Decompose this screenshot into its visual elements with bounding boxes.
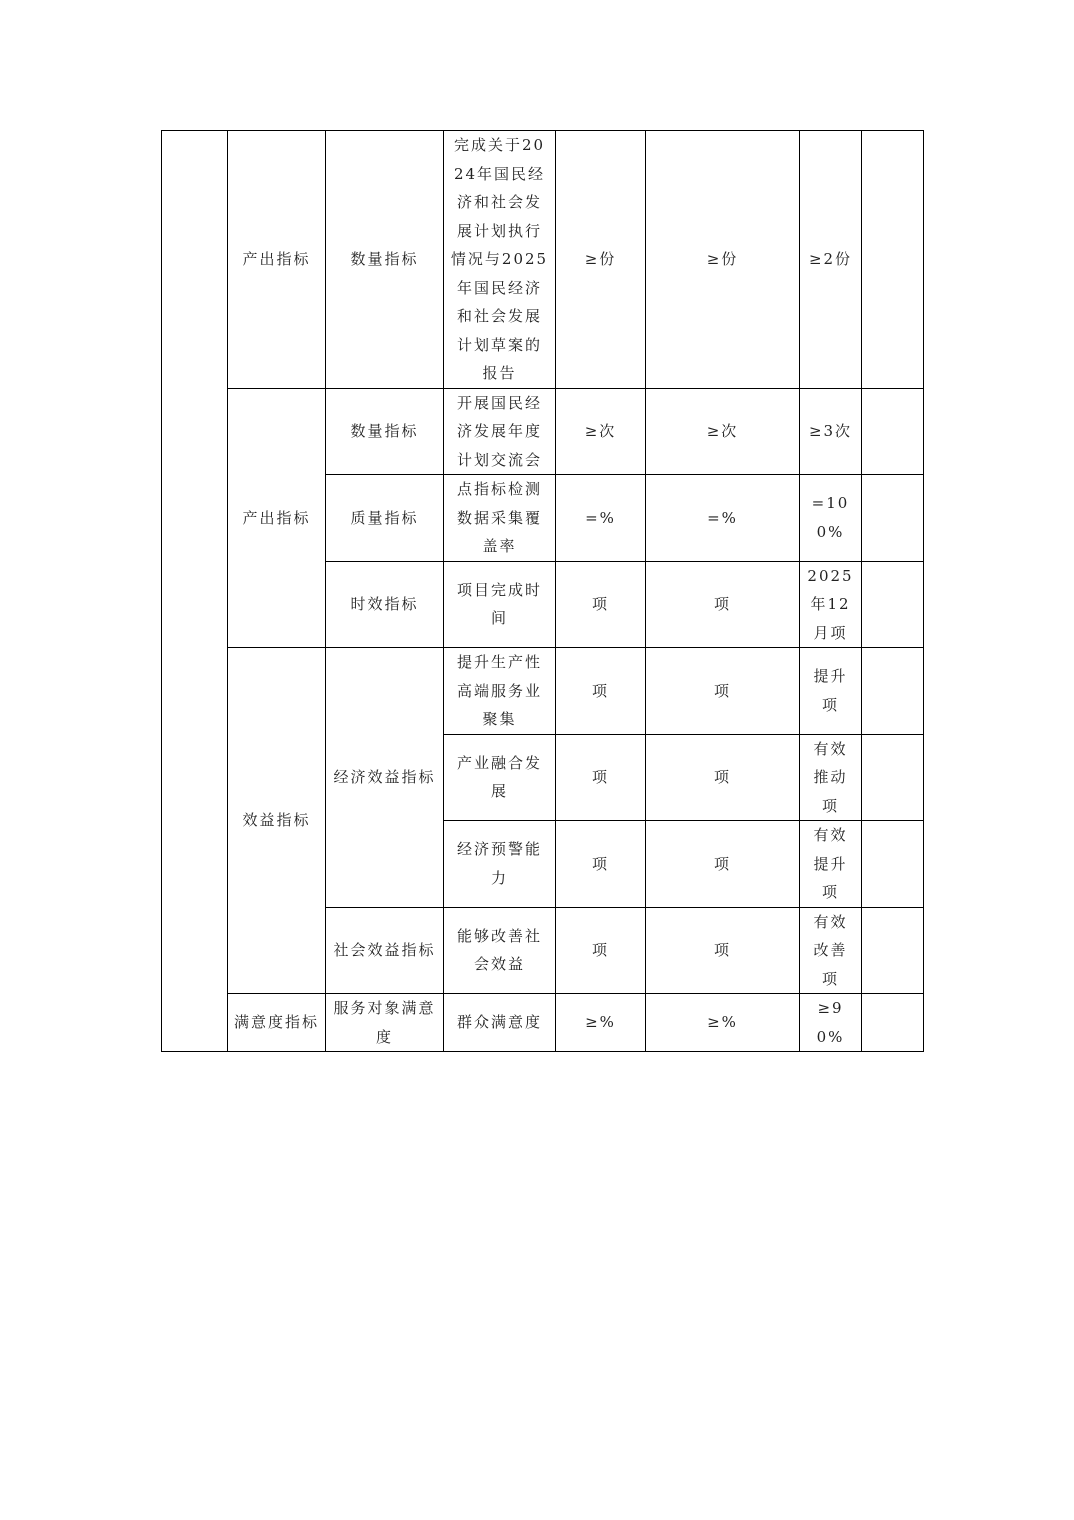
level3-indicator-cell: 经济预警能力	[444, 821, 556, 908]
level2-indicator-cell: 数量指标	[326, 388, 444, 475]
value-cell: 项	[646, 561, 800, 648]
table-row	[162, 994, 924, 1052]
level2-indicator-cell: 服务对象满意度	[326, 994, 444, 1052]
blank-cell	[862, 648, 924, 735]
value-cell: =%	[646, 475, 800, 562]
blank-cell	[862, 388, 924, 475]
target-value-cell: 提升项	[800, 648, 862, 735]
level3-indicator-cell: 群众满意度	[444, 994, 556, 1052]
level1-indicator-cell: 效益指标	[228, 648, 326, 994]
blank-cell	[862, 561, 924, 648]
blank-cell	[862, 475, 924, 562]
value-cell: 项	[646, 907, 800, 994]
blank-cell	[862, 734, 924, 821]
level3-indicator-cell: 产业融合发展	[444, 734, 556, 821]
level2-indicator-cell: 社会效益指标	[326, 907, 444, 994]
value-cell: =%	[556, 475, 646, 562]
blank-cell	[862, 821, 924, 908]
value-cell: 项	[556, 821, 646, 908]
value-cell: 项	[556, 648, 646, 735]
value-cell: 项	[646, 648, 800, 735]
value-cell: 项	[646, 734, 800, 821]
table-row	[162, 648, 924, 735]
target-value-cell: 2025年12月项	[800, 561, 862, 648]
table-row	[162, 131, 924, 389]
level3-indicator-cell: 能够改善社会效益	[444, 907, 556, 994]
target-value-cell: 有效推动项	[800, 734, 862, 821]
level3-indicator-cell: 项目完成时间	[444, 561, 556, 648]
blank-category-cell	[162, 131, 228, 1052]
target-value-cell: ≥3次	[800, 388, 862, 475]
performance-indicator-table	[161, 130, 924, 1052]
target-value-cell: 有效改善项	[800, 907, 862, 994]
level3-indicator-cell: 点指标检测数据采集覆盖率	[444, 475, 556, 562]
level1-indicator-cell: 产出指标	[228, 131, 326, 389]
value-cell: ≥份	[646, 131, 800, 389]
value-cell: 项	[556, 907, 646, 994]
value-cell: ≥次	[556, 388, 646, 475]
value-cell: ≥%	[556, 994, 646, 1052]
blank-cell	[862, 907, 924, 994]
value-cell: ≥份	[556, 131, 646, 389]
level3-indicator-cell: 提升生产性高端服务业聚集	[444, 648, 556, 735]
level1-indicator-cell: 产出指标	[228, 388, 326, 648]
target-value-cell: =100%	[800, 475, 862, 562]
level2-indicator-cell: 经济效益指标	[326, 648, 444, 908]
level2-indicator-cell: 数量指标	[326, 131, 444, 389]
value-cell: 项	[556, 561, 646, 648]
level2-indicator-cell: 时效指标	[326, 561, 444, 648]
target-value-cell: ≥2份	[800, 131, 862, 389]
table-row	[162, 388, 924, 475]
blank-cell	[862, 994, 924, 1052]
value-cell: 项	[556, 734, 646, 821]
level2-indicator-cell: 质量指标	[326, 475, 444, 562]
level3-indicator-cell: 完成关于2024年国民经济和社会发展计划执行情况与2025年国民经济和社会发展计划草案的报告	[444, 131, 556, 389]
level3-indicator-cell: 开展国民经济发展年度计划交流会	[444, 388, 556, 475]
value-cell: ≥%	[646, 994, 800, 1052]
value-cell: ≥次	[646, 388, 800, 475]
blank-cell	[862, 131, 924, 389]
target-value-cell: 有效提升项	[800, 821, 862, 908]
level1-indicator-cell: 满意度指标	[228, 994, 326, 1052]
value-cell: 项	[646, 821, 800, 908]
target-value-cell: ≥90%	[800, 994, 862, 1052]
